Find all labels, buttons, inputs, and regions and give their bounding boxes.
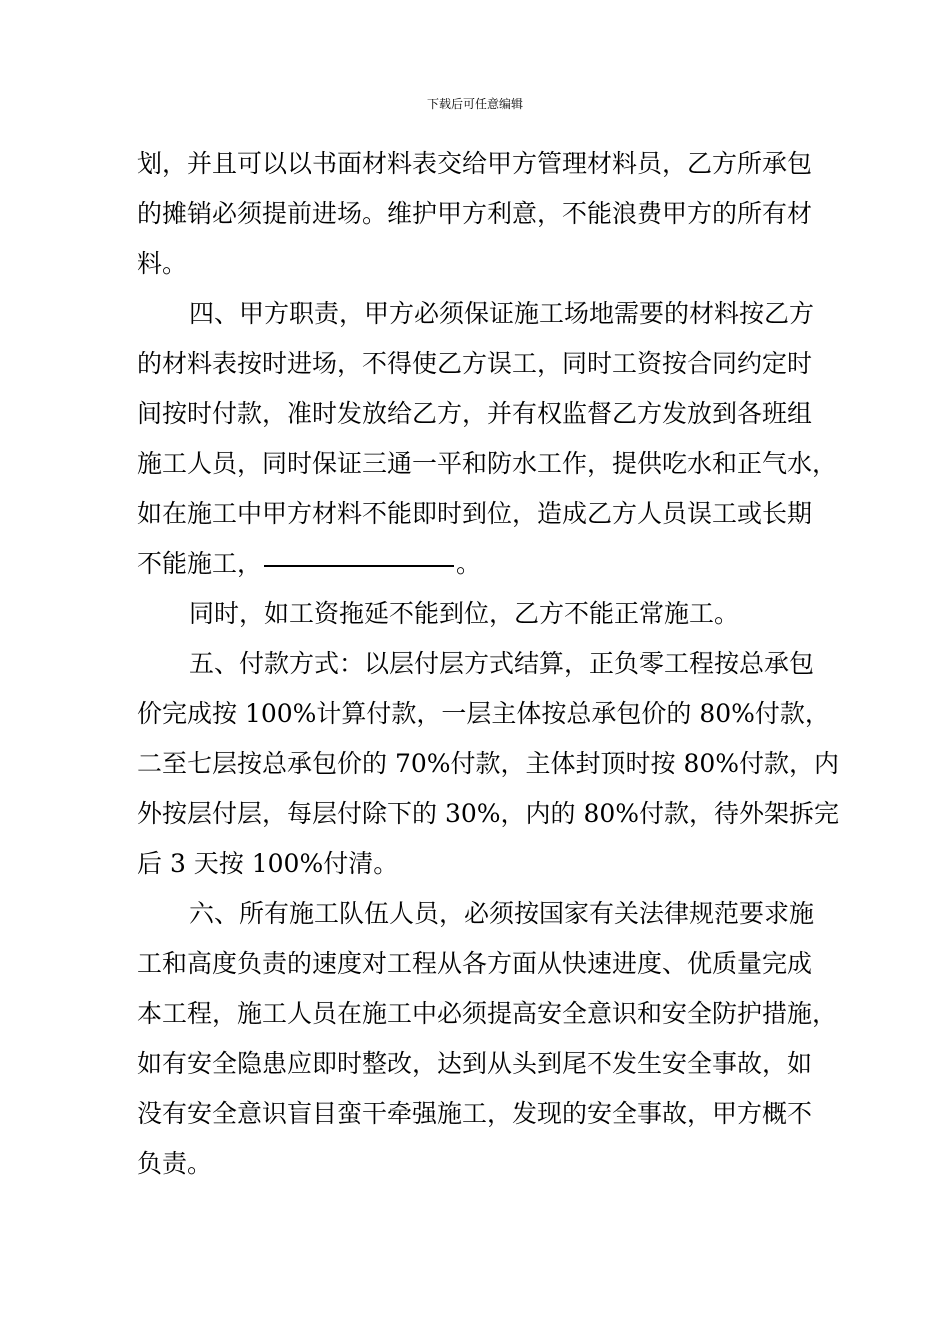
text-line: 同时，如工资拖延不能到位，乙方不能正常施工。 — [189, 599, 740, 628]
text-line: 本工程，施工人员在施工中必须提高安全意识和安全防护措施， — [137, 999, 838, 1028]
paragraph-section-5 — [137, 639, 840, 889]
text-line: 工和高度负责的速度对工程从各方面从快速进度、优质量完成 — [137, 949, 813, 978]
text-line: 的材料表按时进场，不得使乙方误工，同时工资按合同约定时 — [137, 349, 813, 378]
text-line: 外按层付层，每层付除下的 30%，内的 80%付款，待外架拆完 — [137, 799, 840, 828]
text-line: 间按时付款，准时发放给乙方，并有权监督乙方发放到各班组 — [137, 399, 813, 428]
text-line: 施工人员，同时保证三通一平和防水工作，提供吃水和正气水， — [137, 449, 838, 478]
paragraph-wages — [137, 589, 837, 639]
text-line: 五、付款方式：以层付层方式结算，正负零工程按总承包 — [189, 649, 815, 678]
text-line: 如有安全隐患应即时整改，达到从头到尾不发生安全事故，如 — [137, 1049, 813, 1078]
text-line: 划，并且可以以书面材料表交给甲方管理材料员，乙方所承包 — [137, 149, 813, 178]
text-line: 没有安全意识盲目蛮干牵强施工，发现的安全事故，甲方概不 — [137, 1099, 813, 1128]
page-header: 下载后可任意编辑 — [426, 97, 523, 111]
text-line: 料。 — [137, 249, 188, 278]
text-line: 二至七层按总承包价的 70%付款，主体封顶时按 80%付款，内 — [137, 749, 840, 778]
text-line: 的摊销必须提前进场。维护甲方利意，不能浪费甲方的所有材 — [137, 199, 813, 228]
paragraph-section-4 — [137, 289, 837, 589]
text-line: 后 3 天按 100%付清。 — [137, 849, 399, 878]
paragraph-materials — [137, 139, 837, 289]
paragraph-section-6 — [137, 889, 837, 1189]
document-body — [137, 139, 840, 1189]
text-line-with-blank: 不能施工， 。 — [137, 539, 837, 589]
text-line: 负责。 — [137, 1149, 213, 1178]
text-line: 六、所有施工队伍人员，必须按国家有关法律规范要求施 — [189, 899, 815, 928]
text-line: 价完成按 100%计算付款，一层主体按总承包价的 80%付款， — [137, 699, 830, 728]
fill-in-blank — [264, 539, 454, 567]
text-line: 四、甲方职责，甲方必须保证施工场地需要的材料按乙方 — [189, 299, 815, 328]
text-line: 如在施工中甲方材料不能即时到位，造成乙方人员误工或长期 — [137, 499, 813, 528]
